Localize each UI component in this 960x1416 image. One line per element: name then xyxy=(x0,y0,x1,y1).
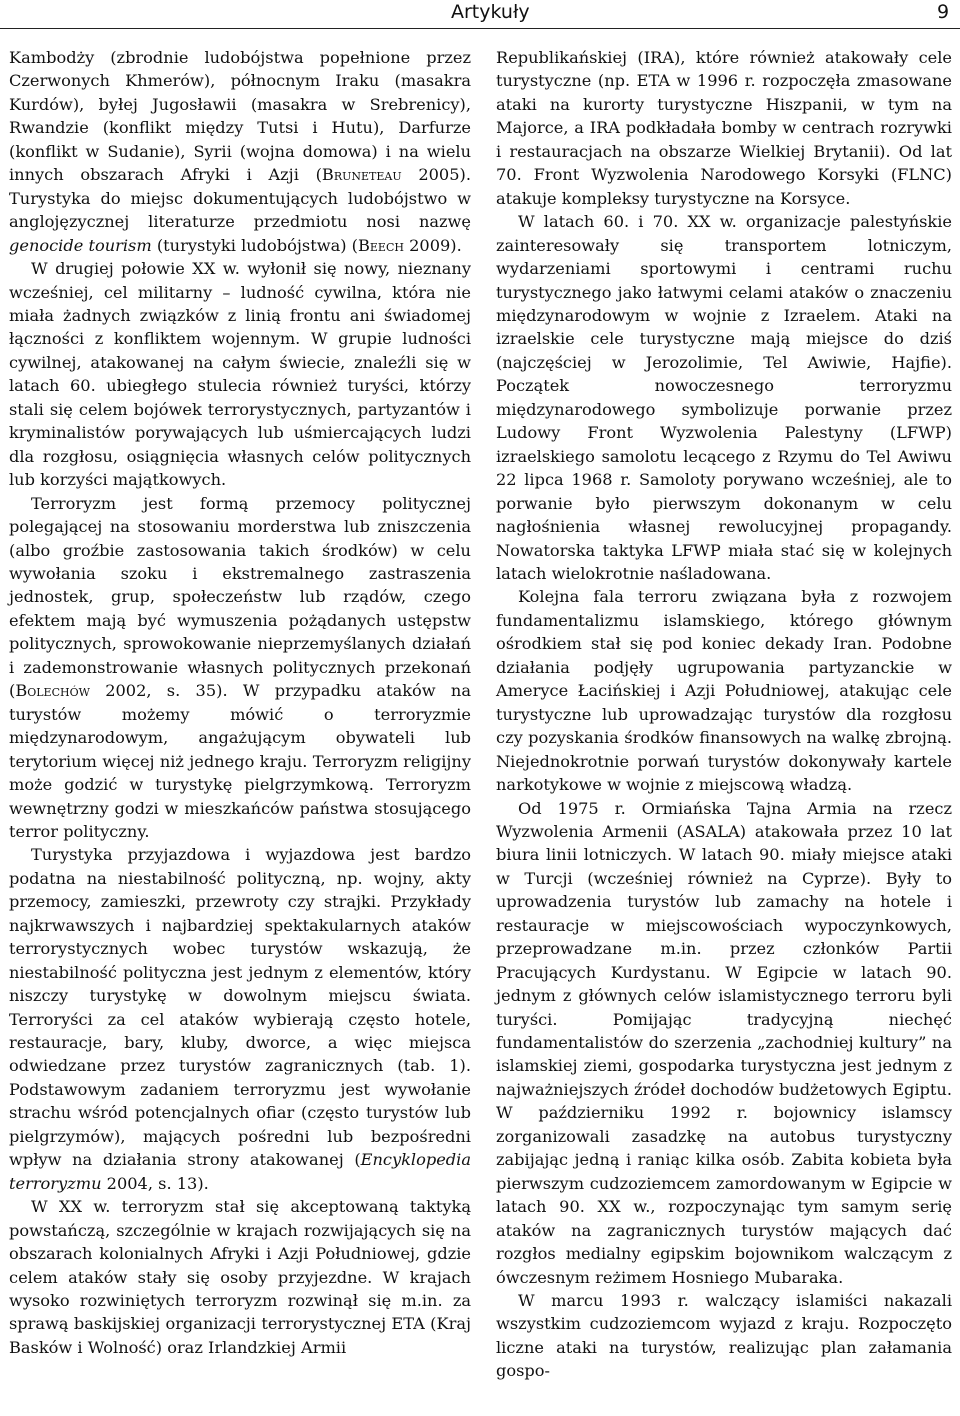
paragraph: Turystyka przyjazdowa i wyjazdowa jest bardzo podatna na niestabilność polityczną, np. wojny, akty przemocy, zamieszki, przewroty czy strajki. Przykłady najkrwawszych i najbardziej spektakularnych ataków terrorystycznych wobec turystów wskazują, że niestabilność polityczna jest jednym z elementów, który niszczy turystykę w dowolnym miejscu świata. Terroryści za cel ataków wybierają często hotele, restauracje, bary, kluby, dworce, a więc miejsca odwiedzane przez turystów zagranicznych (tab. 1). Podstawowym zadaniem terroryzmu jest wywołanie strachu wśród potencjalnych ofiar (często turystów lub pielgrzymów), mających pośredni lub bezpośredni wpływ na działania strony atakowanej (Encyklopedia terroryzmu 2004, s. 13). xyxy=(9,845,471,1193)
paragraph: W marcu 1993 r. walczący islamiści nakazali wszystkim cudzoziemcom wyjazd z kraju. Rozpoczęto liczne ataki na turystów, realizując plan załamania gospo- xyxy=(496,1291,952,1381)
paragraph: Terroryzm jest formą przemocy politycznej polegającej na stosowaniu morderstwa lub zniszczenia (albo groźbie zastosowania takich środków) w celu wywołania szoku i ekstremalnego zastraszenia jednostek, grup, społeczeństw lub rządów, czego efektem mają być wymuszenia pożądanych ustępstw politycznych, sprowokowanie nieprzemyślanych działań i zademonstrowanie własnych politycznych przekonań (Bolechów 2002, s. 35). W przypadku ataków na turystów możemy mówić o terroryzmie międzynarodowym, angażującym obywateli lub terytorium więcej niż jednego kraju. Terroryzm religijny może godzić w turystykę pielgrzymkową. Terroryzm wewnętrzny godzi w mieszkańców państwa stosującego terror polityczny. xyxy=(9,493,471,841)
paragraph: Kambodży (zbrodnie ludobójstwa popełnione przez Czerwonych Khmerów), północnym Iraku (masakra Kurdów), byłej Jugosławii (masakra w Srebrenicy), Rwandzie (konflikt między Tutsi i Hutu), Darfurze (konflikt w Sudanie), Syrii (wojna domowa) i na wielu innych obszarach Afryki i Azji (Bruneteau 2005). Turystyka do miejsc dokumentujących ludobójstwo w anglojęzycznej literaturze przedmiotu nosi nazwę genocide tourism (turystyki ludobójstwa) (Beech 2009). xyxy=(9,48,471,255)
paragraph: Republikańskiej (IRA), które również atakowały cele turystyczne (np. ETA w 1996 r. rozpoczęła zmasowane ataki na kurorty turystyczne Hiszpanii, w tym na Majorce, a IRA podkładała bomby w centrach rozrywki i restauracjach na obszarze Wielkiej Brytanii). Od lat 70. Front Wyzwolenia Narodowego Korsyki (FLNC) atakuje kompleksy turystyczne na Korsyce. xyxy=(496,48,952,208)
term: genocide tourism xyxy=(9,235,152,255)
citation: Bruneteau xyxy=(321,165,402,185)
paragraph: W XX w. terroryzm stał się akceptowaną taktyką powstańczą, szczególnie w krajach rozwijających się na obszarach kolonialnych Afryki i Azji Południowej, gdzie celem ataków stały się osoby przyjezdne. W krajach wysoko rozwiniętych terroryzm rozwinął się m.in. za sprawą baskijskiej organizacji terrorystycznej ETA (Kraj Basków i Wolność) oraz Irlandzkiej Armii xyxy=(9,1197,471,1357)
header-divider xyxy=(0,28,960,29)
citation: Encyklopedia terroryzmu xyxy=(9,1150,471,1193)
paragraph: W latach 60. i 70. XX w. organizacje palestyńskie zainteresowały się transportem lotniczym, wydarzeniami sportowymi i centrami ruchu turystycznego jako łatwymi celami ataków o znaczeniu międzynarodowym w wojnie z Izraelem. Ataki na izraelskie cele turystyczne mają miejsce do dziś (najczęściej w Jerozolimie, Tel Awiwie, Hajfie). Początek nowoczesnego terroryzmu międzynarodowego symbolizuje porwanie przez Ludowy Front Wyzwolenia Palestyny (LFWP) izraelskiego samolotu lecącego z Rzymu do Tel Awiwu 22 lipca 1968 r. Samoloty porywano wcześniej, ale to porwanie było pierwszym dokonanym w celu nagłośnienia własnej rewolucyjnej propagandy. Nowatorska taktyka LFWP miała stać się w kolejnych latach wielokrotnie naśladowana. xyxy=(496,212,952,583)
paragraph: Kolejna fala terroru związana była z rozwojem fundamentalizmu islamskiego, którego głównym ośrodkiem stał się pod koniec dekady Iran. Podobne działania podjęły ugrupowania partyzanckie w Ameryce Łacińskiej i Azji Południowej, atakując cele turystyczne lub uprowadzając turystów dla rozgłosu czy pozyskania środków finansowych na walkę zbrojną. Niejednokrotnie porwań turystów dokonywały kartele narkotykowe w wojnie z miejscową władzą. xyxy=(496,587,952,795)
citation: Beech xyxy=(358,235,404,255)
paragraph: Od 1975 r. Ormiańska Tajna Armia na rzecz Wyzwolenia Armenii (ASALA) atakowała przez 10 lat biura linii lotniczych. W latach 90. miały miejsce ataki w Turcji (wcześniej również na Cyprze). Były to uprowadzenia turystów lub zamachy na hotele i restauracje w miejscowościach wypoczynkowych, przeprowadzane m.in. przez członków Partii Pracujących Kurdystanu. W Egipcie w latach 90. jednym z głównych celów islamistycznego terroru byli turyści. Pomijając tradycyjną niechęć fundamentalistów do szerzenia „zachodniej kultury” na islamskiej ziemi, gospodarka turystyczna jest jednym z najważniejszych źródeł dochodów budżetowych Egiptu. W październiku 1992 r. bojownicy islamscy zorganizowali zasadzkę na autobus turystyczny zabijając jedną i raniąc kilka osób. Zabita kobieta była pierwszym cudzoziemcem zamordowanym w Egipcie w latach 90. XX w., rozpoczynając tym samym serię ataków na zagranicznych turystów mających dać rozgłos medialny egipskim bojownikom walczącym z ówczesnym reżimem Hosniego Mubaraka. xyxy=(496,798,952,1287)
page-header xyxy=(0,0,960,30)
right-column xyxy=(496,46,952,1383)
page-number: 9 xyxy=(937,1,950,23)
left-column xyxy=(9,46,471,1359)
paragraph: W drugiej połowie XX w. wyłonił się nowy, nieznany wcześniej, cel militarny – ludność cywilna, która nie miała żadnych związków z linią frontu ani świadomej łączności z konfliktem wojennym. W grupie ludności cywilnej, atakowanej na całym świecie, znaleźli się w latach 60. ubiegłego stulecia również turyści, którzy stali się celem bojówek terrorystycznych, partyzantów i kryminalistów porywających lub uśmiercających ludzi dla rozgłosu, osiągnięcia własnych celów politycznych lub korzyści majątkowych. xyxy=(9,259,471,490)
citation: Bolechów xyxy=(15,681,90,701)
section-title: Artykuły xyxy=(451,1,530,23)
